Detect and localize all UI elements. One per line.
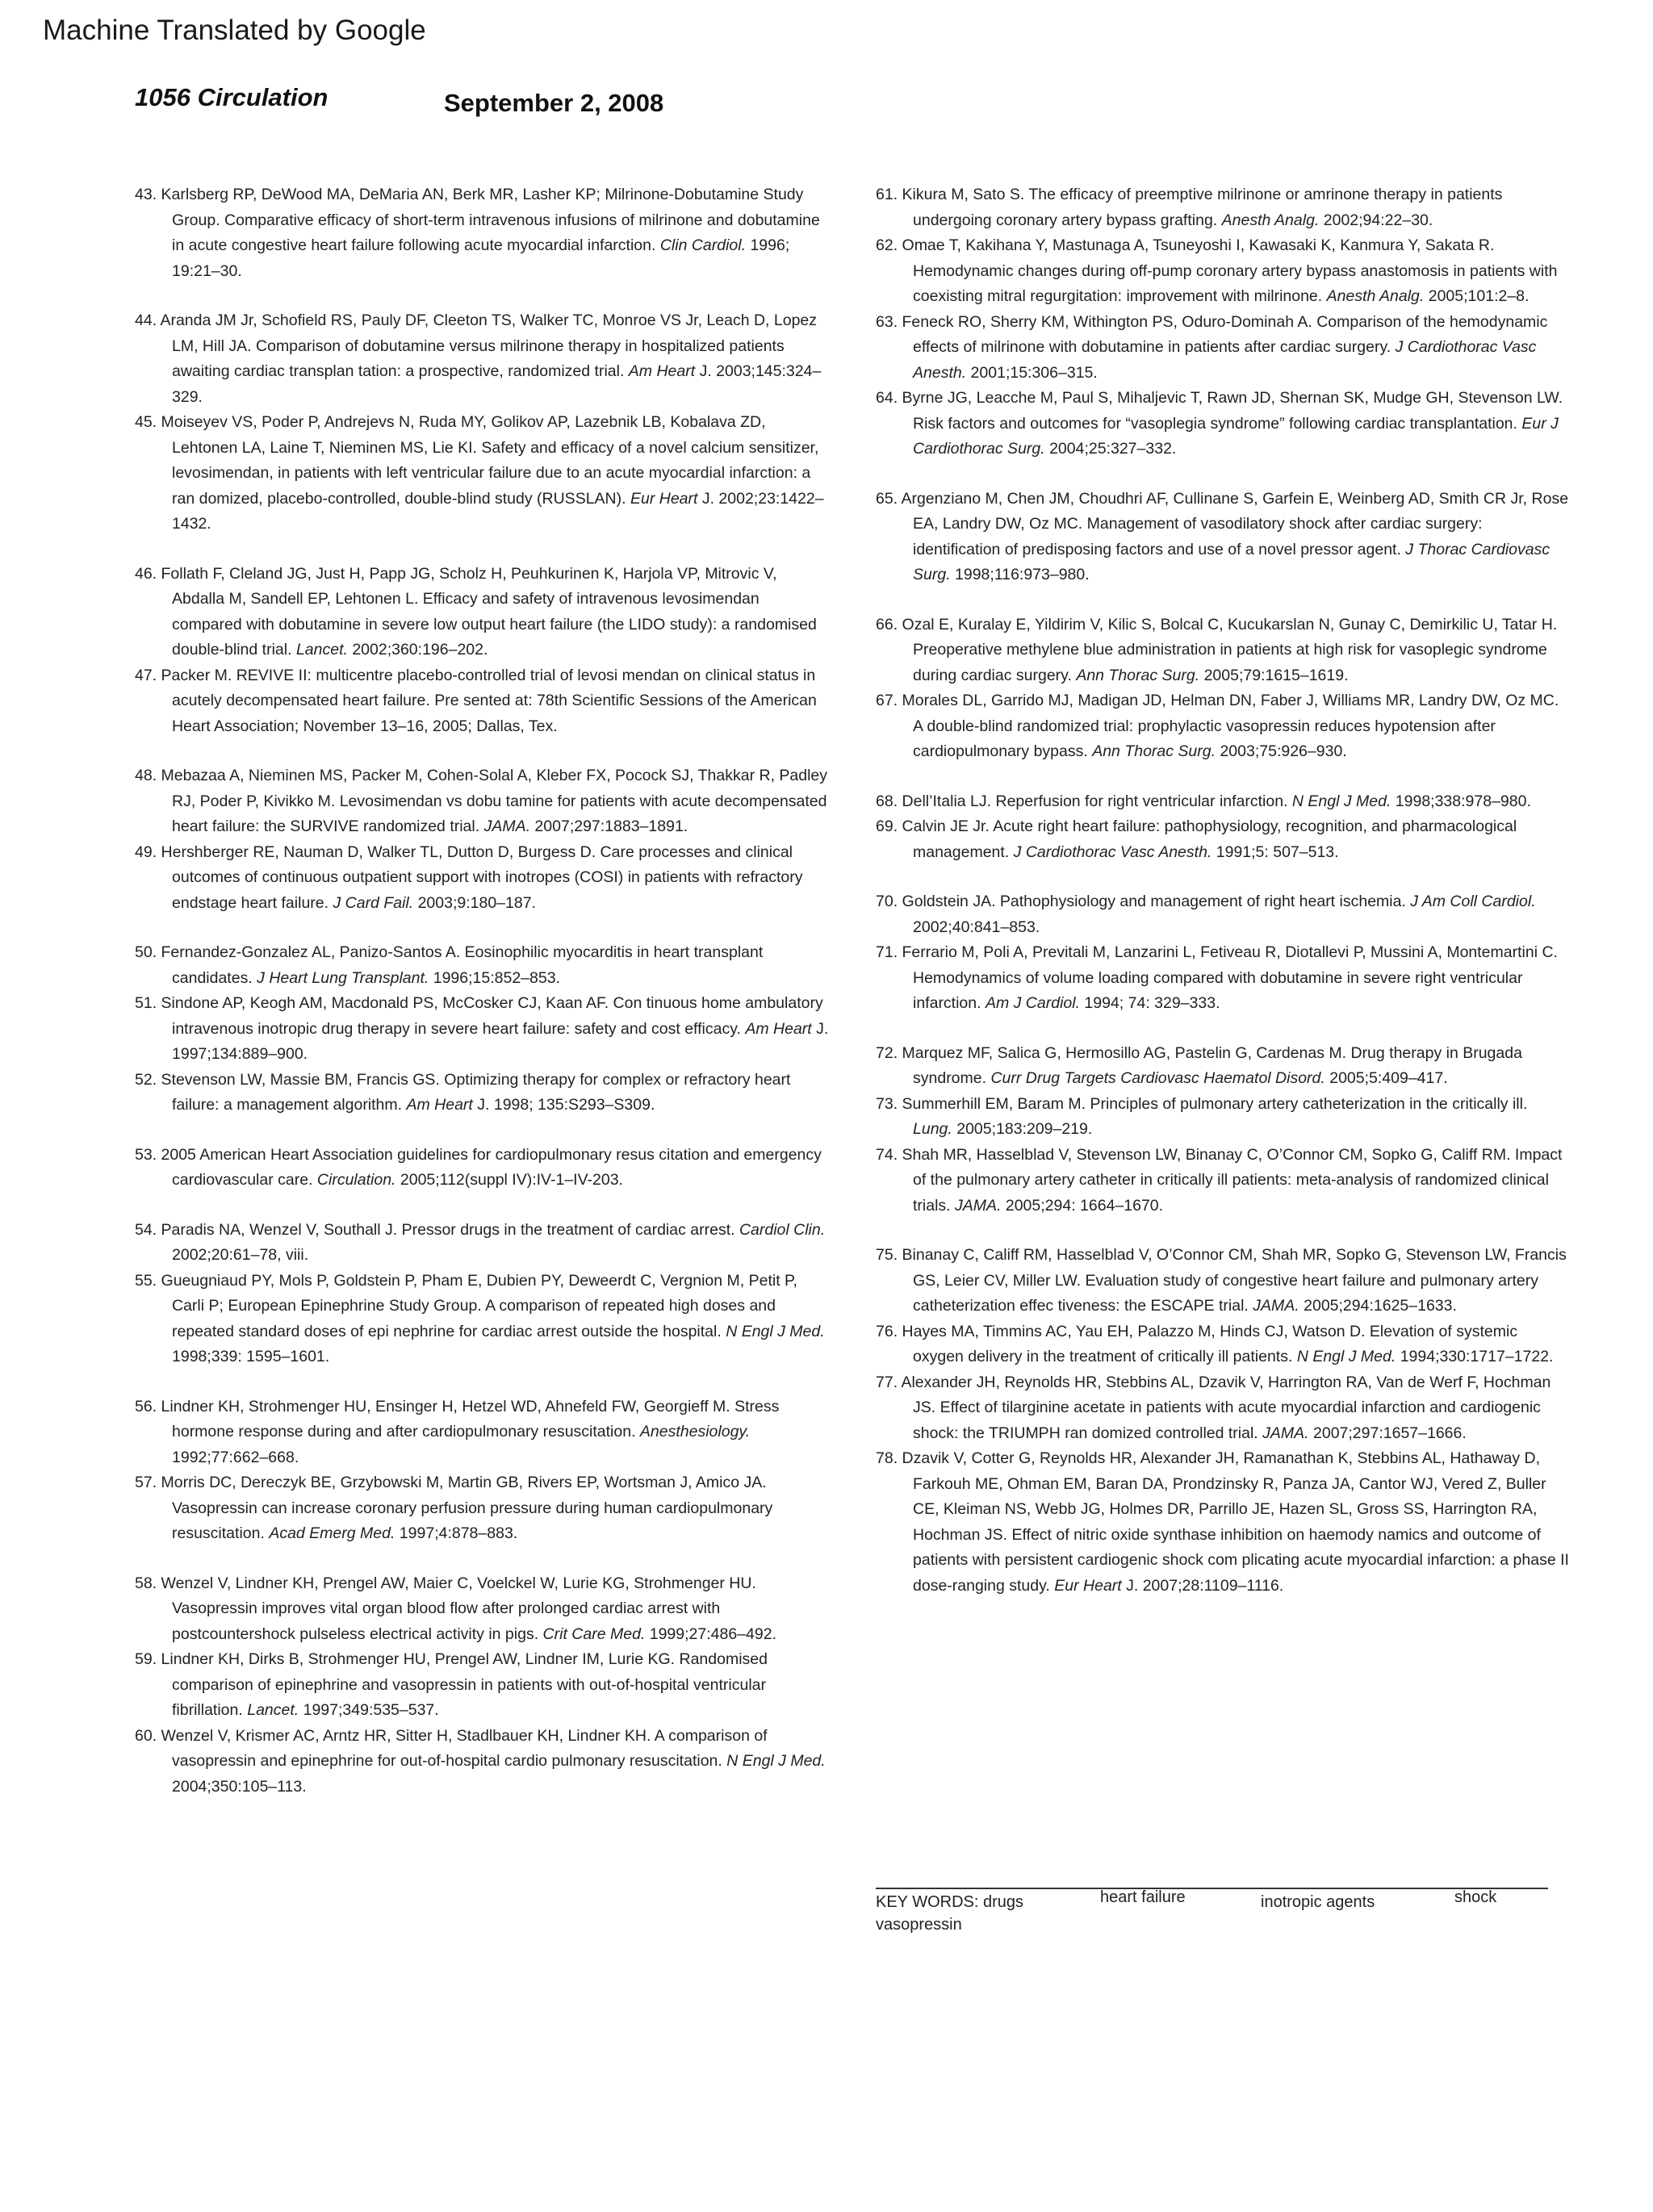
reference-text: 74. Shah MR, Hasselblad V, Stevenson LW, Binanay C, O’Connor CM, Sopko G, Califf RM. Impact of the pulmonary artery catheter in critically ill patients: meta-analysis of randomized clinical trials. [876,1145,1563,1215]
reference-text: 65. Argenziano M, Chen JM, Choudhri AF, Cullinane S, Garfein E, Weinberg AD, Smith CR Jr, Rose EA, Landry DW, Oz MC. Management of vasodilatory shock after cardiac surgery: identification of predisposing factors and use of a novel pressor agent. [876,489,1569,558]
reference-journal: JAMA. [955,1196,1002,1215]
reference-citation: 1996; 19:21–30. [172,236,790,280]
reference-journal: Am Heart [745,1019,812,1038]
reference-text: 67. Morales DL, Garrido MJ, Madigan JD, Helman DN, Faber J, Williams MR, Landry DW, Oz MC. A double-blind randomized trial: prophylactic vasopressin reduces hypotension after cardiopulmonary bypass. [876,692,1559,760]
reference-journal: JAMA. [1262,1424,1309,1442]
reference-text: 48. Mebazaa A, Nieminen MS, Packer M, Cohen-Solal A, Kleber FX, Pocock SJ, Thakkar R, Padley RJ, Poder P, Kivikko M. Levosimendan vs dobu tamine for patients with acute decompensated heart failure: the SURVIVE randomized trial. [135,767,828,835]
reference-citation: 2005;101:2–8. [1424,287,1530,305]
reference-journal: JAMA. [483,817,531,835]
reference-ref61 [876,182,1570,233]
reference-ref71 [876,940,1570,1017]
reference-citation: 2007;297:1883–1891. [530,817,688,835]
reference-journal: Am Heart [628,362,696,380]
reference-citation: 1998;338:978–980. [1391,792,1531,810]
reference-journal: Lung. [913,1120,952,1138]
reference-citation: J. 2002;23:1422–1432. [172,489,824,533]
reference-ref47 [135,663,829,740]
reference-ref75 [876,1243,1570,1319]
reference-ref64 [876,386,1570,462]
reference-journal: Anesth Analg. [1221,211,1320,229]
reference-text: 64. Byrne JG, Leacche M, Paul S, Mihaljevic T, Rawn JD, Shernan SK, Mudge GH, Stevenson LW. Risk factors and outcomes for “vasoplegia syndrome” following cardiac transplantation. [876,389,1563,433]
reference-text: 49. Hershberger RE, Nauman D, Walker TL, Dutton D, Burgess D. Care processes and clinical outcomes of continuous outpatient support with inotropes (COSI) in patients with refractory endstage heart failure. [135,843,803,912]
reference-ref65 [876,487,1570,588]
reference-text: 55. Gueugniaud PY, Mols P, Goldstein P, Pham E, Dubien PY, Deweerdt C, Vergnion M, Petit P, Carli P; European Epinephrine Study Group. A comparison of repeated high doses and repeated standard doses of epi nephrine for cardiac arrest outside the hospital. [135,1271,797,1340]
reference-text: 76. Hayes MA, Timmins AC, Yau EH, Palazzo M, Hinds CJ, Watson D. Elevation of systemic oxygen delivery in the treatment of critically ill patients. [876,1322,1518,1365]
reference-citation: 2003;9:180–187. [413,893,536,912]
reference-text: 56. Lindner KH, Strohmenger HU, Ensinger H, Hetzel WD, Ahnefeld FW, Georgieff M. Stress hormone response during and after cardiopulmonary resuscitation. [135,1397,780,1441]
reference-ref55 [135,1269,829,1370]
reference-journal: Acad Emerg Med. [269,1524,395,1542]
reference-citation: 1997;349:535–537. [299,1701,439,1719]
reference-journal: J Card Fail. [333,893,414,912]
running-head-date: September 2, 2008 [444,89,664,117]
reference-journal: Am Heart [406,1096,473,1114]
reference-text: 77. Alexander JH, Reynolds HR, Stebbins AL, Dzavik V, Harrington RA, Van de Werf F, Hochman JS. Effect of tilarginine acetate in patients with acute myocardial infarction and cardiogenic shock: the TRIUMPH ran domized controlled trial. [876,1373,1551,1442]
keyword-vasopressin: vasopressin [876,1916,962,1934]
reference-text: 45. Moiseyev VS, Poder P, Andrejevs N, Ruda MY, Golikov AP, Lazebnik LB, Kobalava ZD, Lehtonen LA, Laine T, Nieminen MS, Lie KI. Safety and efficacy of a novel calcium sensitizer, levosimendan, in patients with left ventricular failure due to an acute myocardial infarction: a ran domized, placebo-controlled, double-blind study (RUSSLAN). [135,413,819,508]
reference-citation: 2002;40:841–853. [913,918,1040,936]
reference-text: 61. Kikura M, Sato S. The efficacy of preemptive milrinone or amrinone therapy in patients undergoing coronary artery bypass grafting. [876,186,1503,229]
reference-ref67 [876,688,1570,765]
reference-ref52 [135,1068,829,1119]
reference-citation: 1994;330:1717–1722. [1396,1348,1554,1365]
reference-citation: 1998;116:973–980. [950,566,1090,583]
reference-ref51 [135,991,829,1068]
reference-journal: Cardiol Clin. [739,1220,826,1239]
reference-ref70 [876,889,1570,940]
reference-ref72 [876,1041,1570,1092]
reference-journal: N Engl J Med. [726,1322,825,1340]
keyword-inotropic-agents: inotropic agents [1261,1893,1375,1911]
reference-text: 50. Fernandez-Gonzalez AL, Panizo-Santos A. Eosinophilic myocarditis in heart transplant candidates. [135,943,764,987]
reference-text: 72. Marquez MF, Salica G, Hermosillo AG, Pastelin G, Cardenas M. Drug therapy in Brugada syndrome. [876,1043,1522,1087]
reference-ref63 [876,310,1570,387]
reference-text: 60. Wenzel V, Krismer AC, Arntz HR, Sitter H, Stadlbauer KH, Lindner KH. A comparison of vasopressin and epinephrine for out-of-hospital cardio pulmonary resuscitation. [135,1726,768,1770]
running-head-journal-page: 1056 Circulation [135,83,329,111]
reference-text: 43. Karlsberg RP, DeWood MA, DeMaria AN, Berk MR, Lasher KP; Milrinone-Dobutamine Study Group. Comparative efficacy of short-term intravenous infusions of milrinone and dobutamine in acute congestive heart failure following acute myocardial infarction. [135,186,820,254]
reference-ref66 [876,613,1570,689]
references-right-column [876,182,1570,1599]
reference-journal: J Cardiothorac Vasc Anesth. [913,338,1537,382]
reference-ref76 [876,1319,1570,1370]
reference-ref43 [135,182,829,284]
reference-citation: 2007;297:1657–1666. [1308,1424,1467,1442]
reference-text: 47. Packer M. REVIVE II: multicentre placebo-controlled trial of levosi mendan on clinical status in acutely decompensated heart failure. Pre sented at: 78th Scientific Sessions of the American Heart Association; November 13–16, 2005; Dallas, Tex. [135,666,817,735]
reference-citation: 2005;294: 1664–1670. [1001,1196,1164,1215]
reference-journal: Eur Heart [630,489,698,508]
reference-text: 69. Calvin JE Jr. Acute right heart failure: pathophysiology, recognition, and pharmacological management. [876,817,1517,861]
reference-citation: J. 1997;134:889–900. [172,1019,829,1063]
reference-citation: 2002;94:22–30. [1319,211,1433,229]
reference-text: 52. Stevenson LW, Massie BM, Francis GS. Optimizing therapy for complex or refractory heart failure: a management algorithm. [135,1070,791,1114]
reference-text: 46. Follath F, Cleland JG, Just H, Papp JG, Scholz H, Peuhkurinen K, Harjola VP, Mitrovic V, Abdalla M, Sandell EP, Lehtonen L. Efficacy and safety of intravenous levosimendan compared with dobutamine in severe low output heart failure (the LIDO study): a randomised double-blind trial. [135,564,817,659]
reference-ref56 [135,1395,829,1471]
reference-citation: 1999;27:486–492. [645,1625,776,1643]
reference-journal: Crit Care Med. [542,1625,646,1643]
reference-journal: Circulation. [316,1171,396,1189]
reference-journal: Am J Cardiol. [985,994,1080,1012]
reference-citation: 1992;77:662–668. [172,1448,299,1466]
reference-text: 68. Dell’Italia LJ. Reperfusion for right ventricular infarction. [876,792,1292,810]
reference-citation: 2005;183:209–219. [952,1120,1093,1138]
reference-ref78 [876,1446,1570,1599]
reference-journal: Eur J Cardiothorac Surg. [913,414,1559,458]
reference-text: 70. Goldstein JA. Pathophysiology and management of right heart ischemia. [876,893,1411,910]
reference-citation: J. 2007;28:1109–1116. [1121,1576,1284,1595]
reference-text: 57. Morris DC, Dereczyk BE, Grzybowski M, Martin GB, Rivers EP, Wortsman J, Amico JA. Vasopressin can increase coronary perfusion pressure during human cardiopulmonary resuscitation. [135,1474,773,1542]
reference-ref74 [876,1143,1570,1219]
reference-citation: J. 2003;145:324–329. [172,362,822,406]
reference-ref50 [135,940,829,991]
reference-ref68 [876,789,1570,815]
reference-journal: JAMA. [1253,1297,1299,1315]
reference-ref62 [876,233,1570,310]
reference-text: 63. Feneck RO, Sherry KM, Withington PS, Oduro-Dominah A. Comparison of the hemodynamic effects of milrinone with dobutamine in patients after cardiac surgery. [876,312,1548,356]
reference-journal: Ann Thorac Surg. [1092,742,1216,760]
reference-text: 62. Omae T, Kakihana Y, Mastunaga A, Tsuneyoshi I, Kawasaki K, Kanmura Y, Sakata R. Hemodynamic changes during off-pump coronary artery bypass anastomosis in patients with coexisting mitral regurgitation: improvement with milrinone. [876,236,1558,305]
reference-journal: Anesth Analg. [1326,287,1425,305]
reference-journal: Lancet. [295,641,348,659]
reference-ref49 [135,840,829,917]
reference-citation: 2005;294:1625–1633. [1299,1297,1457,1315]
reference-text: 51. Sindone AP, Keogh AM, Macdonald PS, McCosker CJ, Kaan AF. Con tinuous home ambulatory intravenous inotropic drug therapy in severe heart failure: safety and cost efficacy. [135,994,823,1038]
reference-text: 59. Lindner KH, Dirks B, Strohmenger HU, Prengel AW, Lindner IM, Lurie KG. Randomised comparison of epinephrine and vasopressin in patients with out-of-hospital ventricular fibrillation. [135,1650,768,1719]
reference-ref58 [135,1571,829,1648]
reference-text: 73. Summerhill EM, Baram M. Principles of pulmonary artery catheterization in the critically ill. [876,1094,1528,1113]
reference-citation: 2005;112(suppl IV):IV-1–IV-203. [395,1171,623,1189]
reference-citation: 2002;360:196–202. [347,641,488,659]
keyword-heart-failure: heart failure [1100,1888,1186,1906]
reference-journal: Ann Thorac Surg. [1076,666,1200,684]
reference-journal: Anesthesiology. [639,1423,751,1441]
reference-text: 54. Paradis NA, Wenzel V, Southall J. Pressor drugs in the treatment of cardiac arrest. [135,1220,739,1239]
reference-journal: Eur Heart [1054,1576,1122,1595]
reference-citation: 2005;79:1615–1619. [1199,666,1349,684]
reference-ref46 [135,562,829,663]
reference-citation: 2003;75:926–930. [1216,742,1347,760]
reference-ref60 [135,1724,829,1800]
reference-ref53 [135,1143,829,1194]
reference-text: 75. Binanay C, Califf RM, Hasselblad V, O’Connor CM, Shah MR, Sopko G, Stevenson LW, Francis GS, Leier CV, Miller LW. Evaluation study of congestive heart failure and pulmonary artery catheterization effec tiveness: the ESCAPE trial. [876,1246,1567,1315]
reference-ref57 [135,1470,829,1547]
reference-text: 58. Wenzel V, Lindner KH, Prengel AW, Maier C, Voelckel W, Lurie KG, Strohmenger HU. Vasopressin improves vital organ blood flow after prolonged cardiac arrest with postcountershock pulseless electrical activity in pigs. [135,1574,756,1643]
reference-text: 53. 2005 American Heart Association guidelines for cardiopulmonary resus citation and emergency cardiovascular care. [135,1145,822,1189]
reference-journal: N Engl J Med. [1291,792,1391,810]
reference-citation: J. 1998; 135:S293–S309. [472,1096,655,1114]
reference-text: 66. Ozal E, Kuralay E, Yildirim V, Kilic S, Bolcal C, Kucukarslan N, Gunay C, Demirkilic U, Tatar H. Preoperative methylene blue administration in patients at high risk for vasoplegic syndrome during cardiac surgery. [876,615,1558,684]
reference-citation: 2001;15:306–315. [966,363,1098,382]
reference-text: 78. Dzavik V, Cotter G, Reynolds HR, Alexander JH, Ramanathan K, Stebbins AL, Hathaway D, Farkouh ME, Ohman EM, Baran DA, Prondzinsky R, Panza JA, Cantor WJ, Vered Z, Buller CE, Kleiman NS, Webb JG, Holmes DR, Parrillo JE, Hazen SL, Gross SS, Harrington RA, Hochman JS. Effect of nitric oxide synthase inhibition on haemody namics and outcome of patients with persistent cardiogenic shock com plicating acute myocardial infarction: a phase II dose-ranging study. [876,1449,1569,1595]
reference-ref45 [135,410,829,537]
reference-journal: Lancet. [247,1701,299,1719]
reference-journal: Curr Drug Targets Cardiovasc Haematol Disord. [990,1069,1325,1087]
reference-journal: N Engl J Med. [1296,1348,1396,1365]
reference-citation: 1997;4:878–883. [395,1524,518,1542]
keyword-shock: shock [1454,1888,1497,1906]
reference-ref73 [876,1092,1570,1143]
reference-ref44 [135,308,829,410]
references-left-column [135,182,829,1800]
keywords-divider [876,1888,1548,1889]
reference-citation: 2004;350:105–113. [172,1777,307,1796]
reference-ref77 [876,1370,1570,1447]
reference-citation: 1991;5: 507–513. [1212,843,1339,861]
machine-translation-banner: Machine Translated by Google [43,15,426,46]
reference-journal: N Engl J Med. [726,1752,826,1770]
reference-citation: 1994; 74: 329–333. [1080,994,1220,1012]
reference-journal: J Thorac Cardiovasc Surg. [913,540,1550,583]
reference-ref54 [135,1218,829,1269]
reference-text: 71. Ferrario M, Poli A, Previtali M, Lanzarini L, Fetiveau R, Diotallevi P, Mussini A, Montemartini C. Hemodynamics of volume loading compared with dobutamine in severe right ventricular infarction. [876,943,1558,1012]
reference-journal: Clin Cardiol. [659,236,747,254]
reference-ref48 [135,763,829,840]
reference-journal: J Heart Lung Transplant. [257,968,429,987]
reference-journal: J Cardiothorac Vasc Anesth. [1013,843,1212,861]
reference-ref59 [135,1647,829,1724]
keywords-label: KEY WORDS: drugs [876,1893,1024,1911]
reference-journal: J Am Coll Cardiol. [1410,893,1536,910]
reference-citation: 1998;339: 1595–1601. [172,1348,330,1365]
reference-citation: 1996;15:852–853. [429,968,560,987]
reference-citation: 2004;25:327–332. [1044,440,1177,458]
reference-ref69 [876,814,1570,865]
reference-text: 44. Aranda JM Jr, Schofield RS, Pauly DF, Cleeton TS, Walker TC, Monroe VS Jr, Leach D, Lopez LM, Hill JA. Comparison of dobutamine versus milrinone therapy in hospitalized patients awaiting cardiac transplan tation: a prospective, randomized trial. [135,312,818,380]
reference-citation: 2005;5:409–417. [1324,1069,1448,1087]
reference-citation: 2002;20:61–78, viii. [172,1246,309,1264]
